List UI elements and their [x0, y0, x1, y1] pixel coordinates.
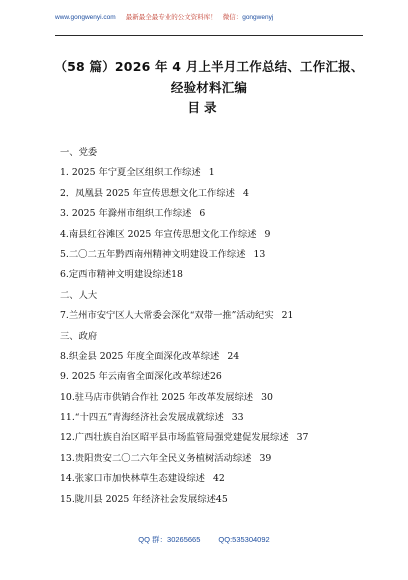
toc-section-government: 三、政府: [60, 330, 98, 342]
toc-item: 1. 2025 年宁夏全区组织工作综述 1: [60, 167, 215, 179]
toc-item: 11.“十四五”青海经济社会发展成就综述 33: [60, 412, 244, 424]
toc-item: 2．凤凰县 2025 年宣传思想文化工作综述 4: [60, 187, 249, 199]
document-title-line-1: （58 篇）2026 年 4 月上半月工作总结、工作汇报、: [54, 59, 364, 74]
footer-qq: QQ:535304092: [218, 535, 270, 544]
document-title-line-2: 经验材料汇编: [170, 80, 248, 95]
header-wechat-id: gongwenyj: [242, 14, 274, 21]
page-header: [55, 13, 363, 36]
toc-item: 12.广西壮族自治区昭平县市场监管局强党建促发展综述 37: [60, 432, 309, 444]
toc-item: 5.二〇二五年黔西南州精神文明建设工作综述 13: [60, 248, 266, 260]
toc-item: 3. 2025 年滁州市组织工作综述 6: [60, 208, 206, 220]
toc-item: 9. 2025 年云南省全面深化改革综述26: [60, 371, 222, 383]
toc-item: 7.兰州市安宁区人大常委会深化“双带一推”活动纪实 21: [60, 310, 294, 322]
header-slogan: 最新最全最专业的公文资料库！: [125, 14, 217, 21]
toc-item: 14.张家口市加快林草生态建设综述 42: [60, 473, 225, 485]
toc-item: 8.织金县 2025 年度全面深化改革综述 24: [60, 350, 240, 362]
footer-qq-group: QQ 群：30265665: [138, 535, 201, 544]
table-of-contents: [60, 143, 365, 510]
header-site-url: www.gongwenyi.com: [55, 14, 116, 21]
toc-heading: 目录: [187, 100, 221, 115]
toc-item: 6.定西市精神文明建设综述18: [60, 269, 183, 281]
toc-section-party: 一、党委: [60, 147, 98, 158]
toc-item: 15.陇川县 2025 年经济社会发展综述45: [60, 493, 228, 505]
document-title: [40, 56, 378, 98]
toc-item: 13.贵阳贵安二〇二六年全民义务植树活动综述 39: [60, 452, 272, 464]
toc-section-npc: 二、人大: [60, 289, 98, 301]
page-footer: [0, 534, 408, 545]
header-wechat-label: 微信：: [222, 14, 243, 21]
toc-item: 10.驻马店市供销合作社 2025 年改革发展综述 30: [60, 391, 273, 403]
toc-item: 4.南县红谷滩区 2025 年宣传思想文化工作综述 9: [60, 228, 271, 240]
